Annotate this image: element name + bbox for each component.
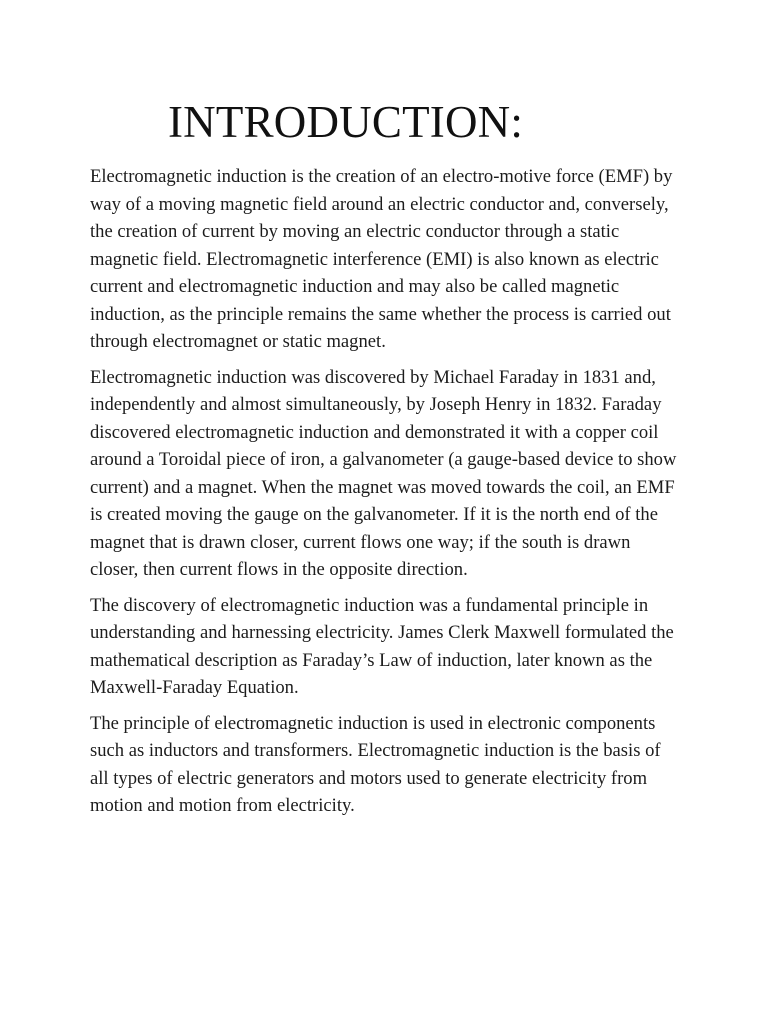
- document-body: [90, 163, 680, 828]
- paragraph-definition: Electromagnetic induction is the creation of an electro-motive force (EMF) by way of a moving magnetic field around an electric conductor and, conversely, the creation of current by moving an electric conductor through a static magnetic field. Electromagnetic interference (EMI) is also known as electric current and electromagnetic induction and may also be called magnetic induction, as the principle remains the same whether the process is carried out through electromagnet or static magnet.: [90, 166, 673, 352]
- paragraph-discovery: Electromagnetic induction was discovered by Michael Faraday in 1831 and, independently and almost simultaneously, by Joseph Henry in 1832. Faraday discovered electromagnetic induction and demonstrated it with a copper coil around a Toroidal piece of iron, a galvanometer (a gauge-based device to show current) and a magnet. When the magnet was moved towards the coil, an EMF is created moving the gauge on the galvanometer. If it is the north end of the magnet that is drawn closer, current flows one way; if the south is drawn closer, then current flows in the opposite direction.: [90, 366, 677, 580]
- paragraph-significance: The discovery of electromagnetic induction was a fundamental principle in understanding and harnessing electricity. James Clerk Maxwell formulated the mathematical description as Faraday’s Law of induction, later known as the Maxwell-Faraday Equation.: [90, 594, 674, 698]
- page-title: INTRODUCTION:: [168, 97, 524, 147]
- paragraph-applications: The principle of electromagnetic induction is used in electronic components such as inductors and transformers. Electromagnetic induction is the basis of all types of electric generators and motors used to generate electricity from motion and motion from electricity.: [90, 712, 661, 816]
